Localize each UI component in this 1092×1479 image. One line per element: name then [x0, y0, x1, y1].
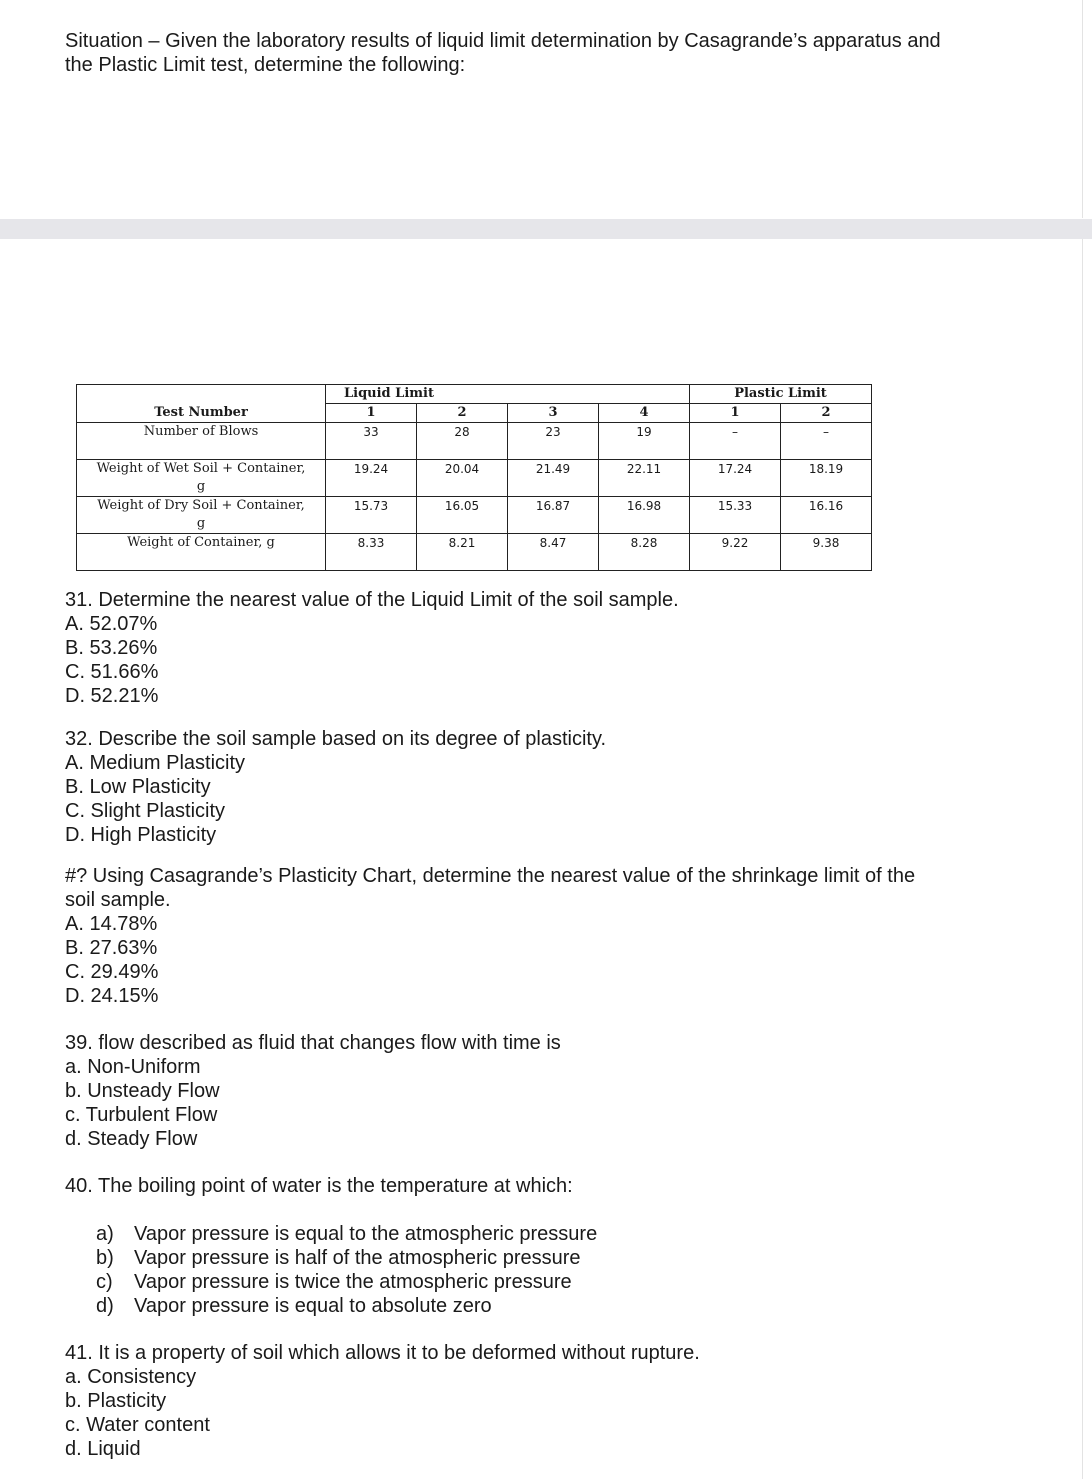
answer-option: A. Medium Plasticity	[65, 752, 246, 774]
option-text: Vapor pressure is half of the atmospheric pressure	[134, 1247, 581, 1269]
row-label: Weight of Container, g	[77, 534, 326, 553]
test-number: 2	[781, 404, 872, 423]
table-cell: 8.21	[417, 534, 508, 553]
answer-option: B. 27.63%	[65, 937, 158, 959]
table-cell: 16.98	[599, 497, 690, 534]
answer-option	[96, 1246, 597, 1270]
test-number: 1	[326, 404, 417, 423]
table-cell: 18.19	[781, 460, 872, 497]
option-key: a)	[96, 1223, 114, 1245]
answer-option: A. 52.07%	[65, 613, 158, 635]
answer-option: C. 51.66%	[65, 661, 159, 683]
answer-option: a. Consistency	[65, 1366, 197, 1388]
answer-option: a. Non-Uniform	[65, 1056, 201, 1078]
question-shrinkage	[65, 864, 935, 1008]
question-40	[65, 1174, 597, 1318]
table-cell: 8.33	[326, 534, 417, 553]
question-stem: #? Using Casagrande’s Plasticity Chart, determine the nearest value of the shrinkage limit of the soil sample.	[65, 865, 916, 911]
table-cell: 19	[599, 423, 690, 442]
table-cell: 22.11	[599, 460, 690, 497]
answer-option	[96, 1270, 597, 1294]
test-number: 4	[599, 404, 690, 423]
table-cell: 33	[326, 423, 417, 442]
answer-option: A. 14.78%	[65, 913, 158, 935]
option-key: c)	[96, 1271, 113, 1293]
answer-option: D. 24.15%	[65, 985, 159, 1007]
question-stem: 32. Describe the soil sample based on its degree of plasticity.	[65, 728, 607, 750]
answer-option: d. Steady Flow	[65, 1128, 198, 1150]
question-32	[65, 727, 606, 847]
table-cell: 21.49	[508, 460, 599, 497]
answer-option	[96, 1222, 597, 1246]
answer-option: d. Liquid	[65, 1438, 141, 1460]
table-cell: 15.33	[690, 497, 781, 534]
row-label: Weight of Wet Soil + Container, g	[77, 460, 326, 497]
page-gap	[0, 219, 1092, 239]
answer-option: c. Water content	[65, 1414, 210, 1436]
table-cell: 28	[417, 423, 508, 442]
table-cell: 20.04	[417, 460, 508, 497]
test-number: 1	[690, 404, 781, 423]
answer-option	[96, 1294, 597, 1318]
table-cell: 19.24	[326, 460, 417, 497]
answer-option: C. Slight Plasticity	[65, 800, 226, 822]
test-number-label: Test Number	[77, 404, 326, 423]
table-cell: 15.73	[326, 497, 417, 534]
option-key: d)	[96, 1295, 114, 1317]
question-41	[65, 1341, 700, 1461]
question-stem: 31. Determine the nearest value of the Liquid Limit of the soil sample.	[65, 589, 679, 611]
option-text: Vapor pressure is equal to the atmospheric pressure	[134, 1223, 598, 1245]
option-text: Vapor pressure is twice the atmospheric pressure	[134, 1271, 572, 1293]
answer-option: b. Unsteady Flow	[65, 1080, 220, 1102]
answer-option: D. 52.21%	[65, 685, 159, 707]
table-cell: 23	[508, 423, 599, 442]
answer-option: c. Turbulent Flow	[65, 1104, 218, 1126]
question-31	[65, 588, 679, 708]
option-text: Vapor pressure is equal to absolute zero	[134, 1295, 492, 1317]
answer-option: D. High Plasticity	[65, 824, 217, 846]
test-number: 3	[508, 404, 599, 423]
answer-option: b. Plasticity	[65, 1390, 167, 1412]
row-label: Number of Blows	[77, 423, 326, 442]
situation-text: Situation – Given the laboratory results of liquid limit determination by Casagrande’s apparatus and the Plastic Limit test, determine the following:	[65, 30, 941, 76]
table-cell: 8.28	[599, 534, 690, 553]
table-cell: 8.47	[508, 534, 599, 553]
table-cell: 16.05	[417, 497, 508, 534]
table-cell: –	[781, 423, 872, 442]
table-cell: 9.22	[690, 534, 781, 553]
table-cell: 16.16	[781, 497, 872, 534]
option-key: b)	[96, 1247, 114, 1269]
table-cell: –	[690, 423, 781, 442]
question-stem: 41. It is a property of soil which allows it to be deformed without rupture.	[65, 1342, 700, 1364]
liquid-limit-header: Liquid Limit	[326, 385, 690, 404]
table-cell: 16.87	[508, 497, 599, 534]
soil-data-table	[76, 384, 872, 571]
table-cell: 9.38	[781, 534, 872, 553]
answer-option: C. 29.49%	[65, 961, 159, 983]
table-cell: 17.24	[690, 460, 781, 497]
question-stem: 40. The boiling point of water is the temperature at which:	[65, 1175, 573, 1197]
answer-option: B. 53.26%	[65, 637, 158, 659]
question-39	[65, 1031, 561, 1151]
test-number: 2	[417, 404, 508, 423]
question-stem: 39. flow described as fluid that changes flow with time is	[65, 1032, 561, 1054]
plastic-limit-header: Plastic Limit	[690, 385, 872, 404]
answer-option: B. Low Plasticity	[65, 776, 211, 798]
row-label: Weight of Dry Soil + Container, g	[77, 497, 326, 534]
